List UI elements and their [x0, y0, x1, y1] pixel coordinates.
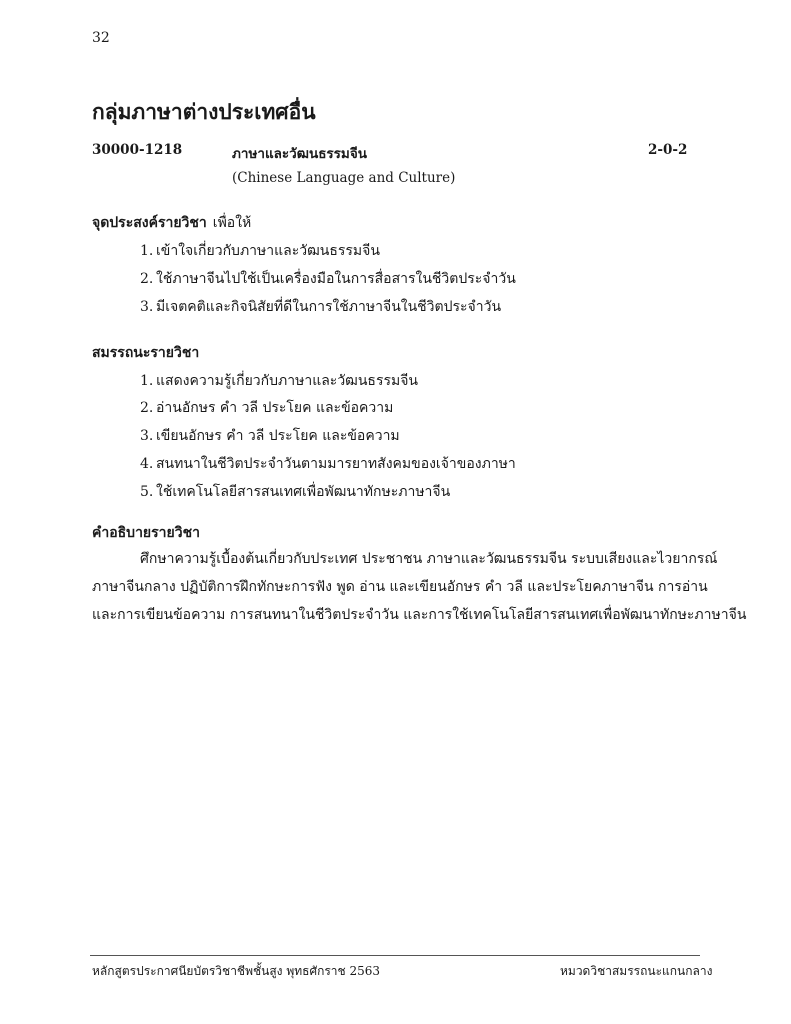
competency-number: 5. — [140, 484, 154, 500]
competency-item — [140, 370, 418, 392]
group-title: กลุ่มภาษาต่างประเทศอื่น — [92, 99, 316, 124]
objective-text: ใช้ภาษาจีนไปใช้เป็นเครื่องมือในการสื่อสารในชีวิตประจำวัน — [156, 271, 516, 287]
competency-item — [140, 397, 393, 419]
objective-item — [140, 240, 380, 262]
objective-number: 1. — [140, 243, 154, 259]
competency-text: สนทนาในชีวิตประจำวันตามมารยาทสังคมของเจ้าของภาษา — [156, 456, 516, 472]
competency-item — [140, 481, 450, 503]
objective-text: เข้าใจเกี่ยวกับภาษาและวัฒนธรรมจีน — [156, 243, 380, 259]
competency-number: 1. — [140, 373, 154, 389]
description-line: ศึกษาความรู้เบื้องต้นเกี่ยวกับประเทศ ประชาชน ภาษาและวัฒนธรรมจีน ระบบเสียงและไวยากรณ์ — [140, 551, 718, 567]
objectives-heading-label: จุดประสงค์รายวิชา — [92, 215, 207, 231]
competency-text: เขียนอักษร คำ วลี ประโยค และข้อความ — [156, 428, 400, 444]
footer-divider — [90, 955, 700, 956]
course-name-thai: ภาษาและวัฒนธรรมจีน — [232, 146, 367, 162]
competency-text: อ่านอักษร คำ วลี ประโยค และข้อความ — [156, 400, 394, 416]
page-number: 32 — [92, 30, 110, 46]
competency-text: ใช้เทคโนโลยีสารสนเทศเพื่อพัฒนาทักษะภาษาจีน — [156, 484, 451, 500]
objectives-heading — [92, 212, 251, 234]
objective-text: มีเจตคติและกิจนิสัยที่ดีในการใช้ภาษาจีนในชีวิตประจำวัน — [156, 299, 502, 315]
objective-item — [140, 268, 516, 290]
competency-text: แสดงความรู้เกี่ยวกับภาษาและวัฒนธรรมจีน — [156, 373, 418, 389]
course-name-english: (Chinese Language and Culture) — [232, 170, 456, 186]
objective-number: 3. — [140, 299, 154, 315]
course-credits: 2-0-2 — [648, 142, 688, 158]
description-heading: คำอธิบายรายวิชา — [92, 525, 200, 541]
course-code: 30000-1218 — [92, 142, 183, 158]
competency-number: 2. — [140, 400, 154, 416]
footer-curriculum-name: หลักสูตรประกาศนียบัตรวิชาชีพชั้นสูง พุทธศักราช 2563 — [92, 964, 381, 978]
description-line: ภาษาจีนกลาง ปฏิบัติการฝึกทักษะการฟัง พูด อ่าน และเขียนอักษร คำ วลี และประโยคภาษาจีน การอ่าน — [92, 579, 708, 595]
objective-number: 2. — [140, 271, 154, 287]
competency-number: 3. — [140, 428, 154, 444]
competencies-heading: สมรรถนะรายวิชา — [92, 345, 200, 361]
description-line: และการเขียนข้อความ การสนทนาในชีวิตประจำวัน และการใช้เทคโนโลยีสารสนเทศเพื่อพัฒนาทักษะภาษาจีน — [92, 607, 747, 623]
competency-number: 4. — [140, 456, 154, 472]
objectives-heading-suffix: เพื่อให้ — [212, 215, 252, 231]
footer-category: หมวดวิชาสมรรถนะแกนกลาง — [560, 964, 713, 978]
competency-item — [140, 453, 516, 475]
competency-item — [140, 425, 400, 447]
objective-item — [140, 296, 501, 318]
